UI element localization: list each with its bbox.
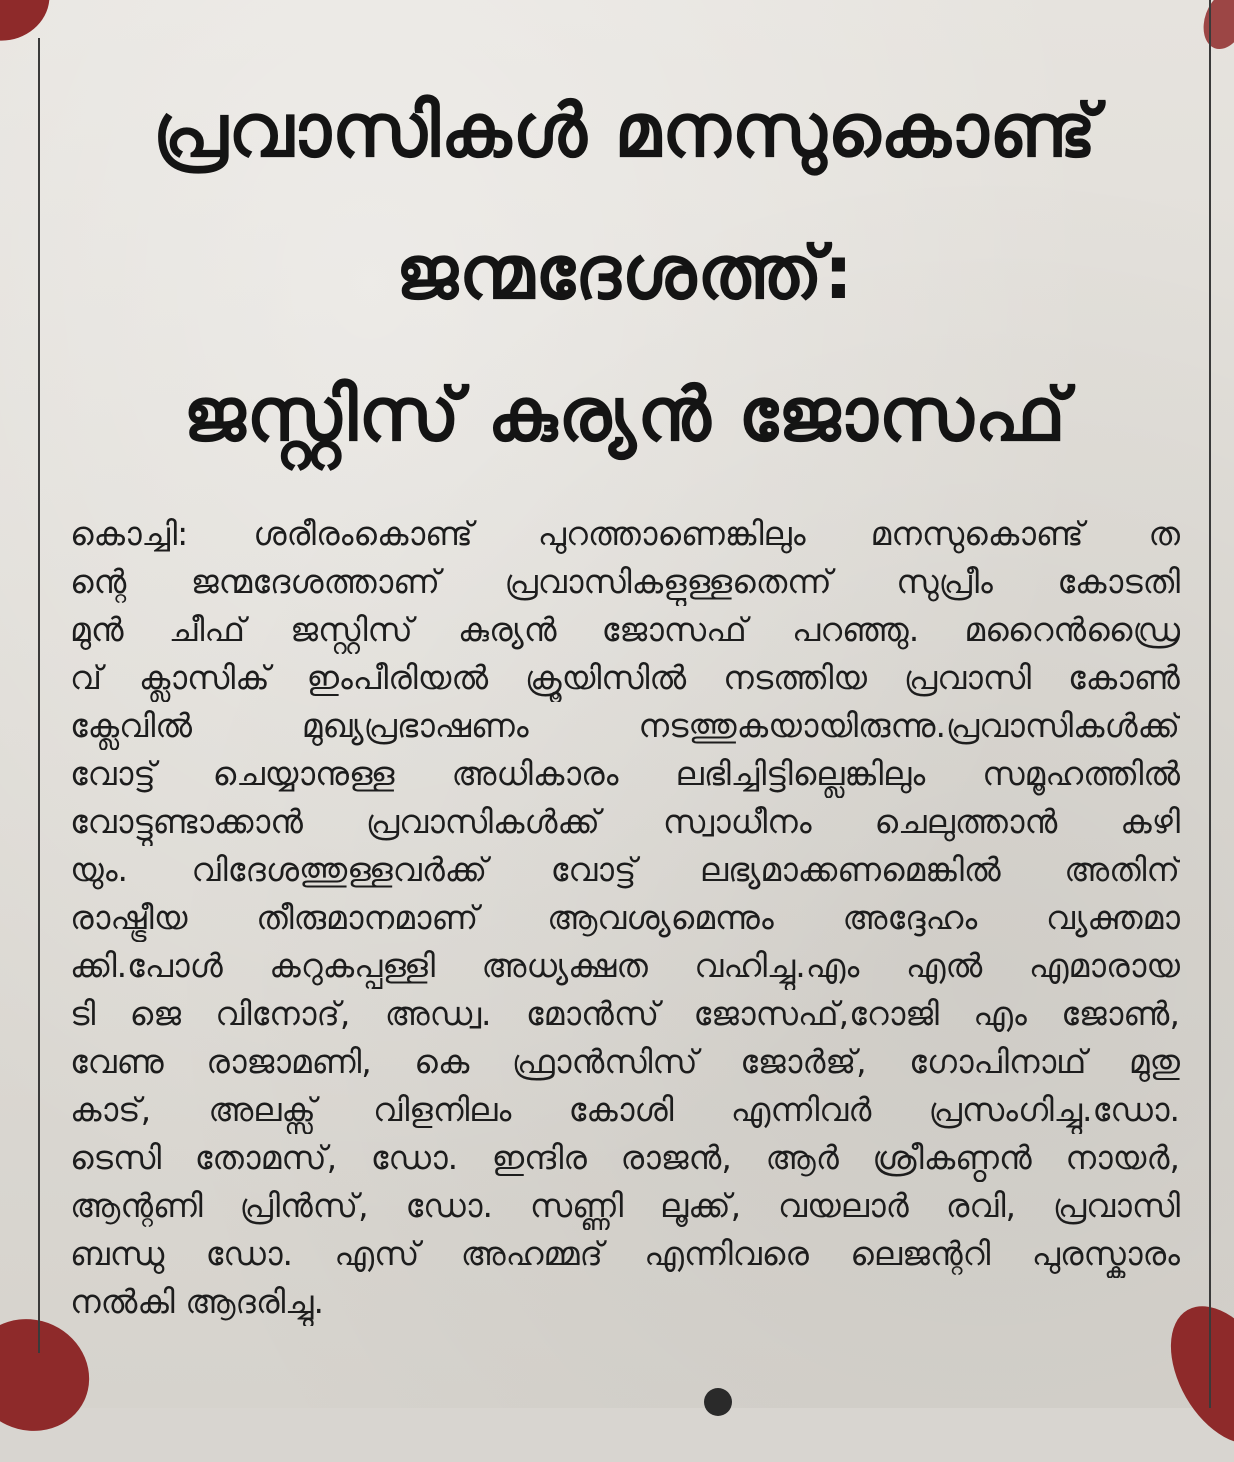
column-rule-right bbox=[1209, 0, 1211, 1408]
headline-line-1: പ്രവാസികൾ മനസുകൊണ്ട് bbox=[152, 88, 1098, 174]
page-dot-mark bbox=[704, 1388, 732, 1416]
body-line: വ് ക്ലാസിക് ഇംപീരിയൽ ക്രൂയിസിൽ നടത്തിയ പ്രവാസി കോൺ bbox=[70, 658, 1180, 697]
body-line: കൊച്ചി: ശരീരംകൊണ്ട് പുറത്താണെങ്കിലും മനസുകൊണ്ട് ത bbox=[70, 514, 1180, 553]
body-line: ക്കി.പോൾ കറുകപ്പള്ളി അധ്യക്ഷത വഹിച്ചു.എം എൽ എമാരായ bbox=[70, 946, 1180, 985]
red-ink-mark-top-left bbox=[0, 0, 61, 53]
body-line: ആന്റണി പ്രിൻസ്, ഡോ. സണ്ണി ലൂക്ക്, വയലാർ രവി, പ്രവാസി bbox=[70, 1186, 1180, 1225]
body-line: ബന്ധു ഡോ. എസ് അഹമ്മദ് എന്നിവരെ ലെജന്ററി പുരസ്കാരം bbox=[70, 1234, 1180, 1273]
body-line: മുൻ ചീഫ് ജസ്റ്റിസ് കുര്യൻ ജോസഫ് പറഞ്ഞു. മറൈൻഡ്രൈ bbox=[70, 610, 1180, 649]
headline bbox=[50, 60, 1200, 486]
body-line: വോട്ട് ചെയ്യാനുള്ള അധികാരം ലഭിച്ചിട്ടില്ലെങ്കിലും സമൂഹത്തിൽ bbox=[70, 754, 1180, 793]
body-line: ക്ലേവിൽ മുഖ്യപ്രഭാഷണം നടത്തുകയായിരുന്നു.പ്രവാസികൾക്ക് bbox=[70, 706, 1180, 745]
body-line: വേണു രാജാമണി, കെ ഫ്രാൻസിസ് ജോർജ്, ഗോപിനാഥ് മുതു bbox=[70, 1042, 1180, 1081]
body-line: വോട്ടുണ്ടാക്കാൻ പ്രവാസികൾക്ക് സ്വാധീനം ചെലുത്താൻ കഴി bbox=[70, 802, 1180, 841]
body-line: യും. വിദേശത്തുള്ളവർക്ക് വോട്ട് ലഭ്യമാക്കണമെങ്കിൽ അതിന് bbox=[70, 850, 1180, 889]
body-line: കാട്, അലക്സ് വിളനിലം കോശി എന്നിവർ പ്രസംഗിച്ചു.ഡോ. bbox=[70, 1090, 1180, 1129]
article bbox=[50, 60, 1200, 1321]
body-line-last: നൽകി ആദരിച്ചു. bbox=[70, 1282, 324, 1321]
body-line: രാഷ്ട്രീയ തീരുമാനമാണ് ആവശ്യമെന്നും അദ്ദേഹം വ്യക്തമാ bbox=[70, 898, 1180, 937]
body-line: ടെസി തോമസ്, ഡോ. ഇന്ദിര രാജൻ, ആർ ശ്രീകണ്ഠൻ നായർ, bbox=[70, 1138, 1180, 1177]
body-line: ന്റെ ജന്മദേശത്താണ് പ്രവാസികളുള്ളതെന്ന് സുപ്രീം കോടതി bbox=[70, 562, 1180, 601]
column-rule-left bbox=[38, 38, 40, 1353]
article-body bbox=[70, 510, 1180, 1326]
body-line: ടി ജെ വിനോദ്, അഡ്വ. മോൻസ് ജോസഫ്,റോജി എം ജോൺ, bbox=[70, 994, 1180, 1033]
headline-line-3: ജസ്റ്റിസ് കുര്യൻ ജോസഫ് bbox=[183, 372, 1067, 458]
headline-line-2: ജന്മദേശത്ത്: bbox=[395, 230, 855, 316]
red-ink-mark-top-right bbox=[1196, 0, 1234, 55]
